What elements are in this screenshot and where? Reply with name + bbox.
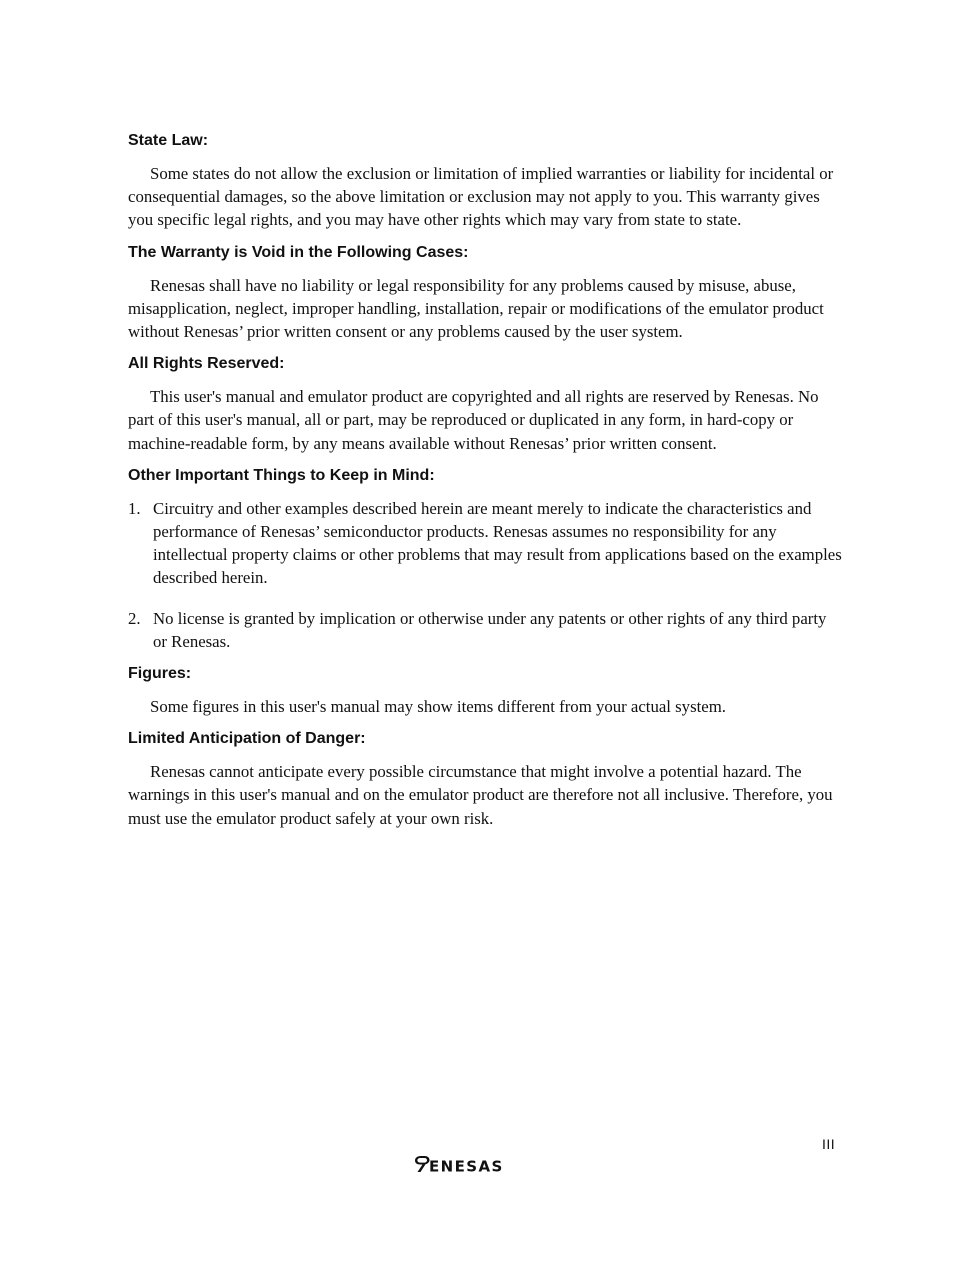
svg-text:ENESAS: ENESAS <box>429 1157 504 1175</box>
other-things-list <box>128 497 844 653</box>
document-body <box>128 130 844 840</box>
warranty-void-heading: The Warranty is Void in the Following Cases: <box>128 243 469 261</box>
figures-heading: Figures: <box>128 665 192 683</box>
list-item-text: Circuitry and other examples described herein are meant merely to indicate the characteristics and performance of Renesas’ semiconductor products. Renesas assumes no responsibility for any intellectual property claims or other problems that may result from applications based on the examples described herein. <box>153 498 842 588</box>
list-item-number: 1. <box>128 498 141 518</box>
list-item-number: 2. <box>128 608 141 628</box>
list-item <box>128 607 844 653</box>
rights-reserved-body: This user's manual and emulator product are copyrighted and all rights are reserved by Renesas. No part of this user's manual, all or part, may be reproduced or duplicated in any form, in hard-copy or machine-readable form, by any means available without Renesas’ prior written consent. <box>128 387 819 453</box>
state-law-body: Some states do not allow the exclusion or limitation of implied warranties or liability for incidental or consequential damages, so the above limitation or exclusion may not apply to you. This warranty gives you specific legal rights, and you may have other rights which may vary from state to state. <box>128 164 834 230</box>
danger-body: Renesas cannot anticipate every possible circumstance that might involve a potential hazard. The warnings in this user's manual and on the emulator product are therefore not all inclusive. Therefore, you must use the emulator product safely at your own risk. <box>128 762 833 828</box>
warranty-void-body: Renesas shall have no liability or legal responsibility for any problems caused by misuse, abuse, misapplication, neglect, improper handling, installation, repair or modifications of the emulator product without Renesas’ prior written consent or any problems caused by the user system. <box>128 275 824 342</box>
danger-heading: Limited Anticipation of Danger: <box>128 730 366 748</box>
list-item-text: No license is granted by implication or otherwise under any patents or other rights of any third party or Renesas. <box>153 608 827 651</box>
state-law-heading: State Law: <box>128 132 209 149</box>
other-things-heading: Other Important Things to Keep in Mind: <box>128 466 435 484</box>
list-item <box>128 497 844 590</box>
figures-body: Some figures in this user's manual may show items different from your actual system. <box>150 697 726 717</box>
page-number: III <box>822 1136 836 1152</box>
rights-reserved-heading: All Rights Reserved: <box>128 355 285 373</box>
renesas-logo <box>413 1153 549 1175</box>
